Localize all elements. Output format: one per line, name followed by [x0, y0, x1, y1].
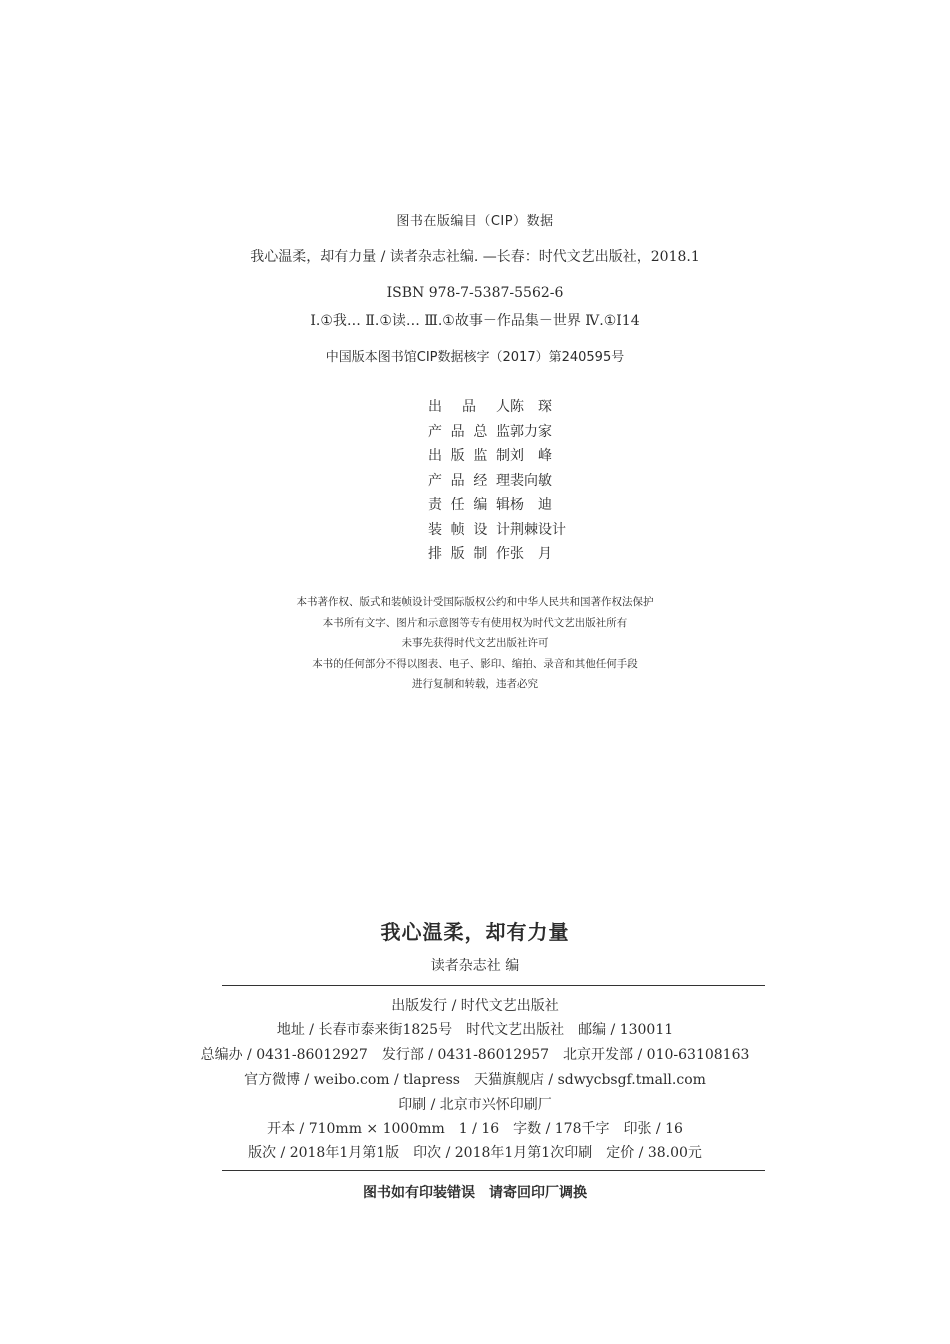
notice-line: 本书著作权、版式和装帧设计受国际版权公约和中华人民共和国著作权法保护 [296, 596, 654, 608]
staff-name: 陈 琛 [510, 399, 552, 416]
staff-row [428, 443, 566, 468]
colophon-online: 官方微博 / weibo.com / tlapress 天猫旗舰店 / sdwycbsgf.tmall.com [244, 1072, 706, 1088]
notice-line: 进行复制和转载，违者必究 [412, 678, 538, 690]
staff-name: 郭力家 [510, 423, 552, 440]
staff-role: 装帧设计 [428, 521, 510, 538]
staff-row [428, 517, 566, 542]
staff-role: 出品人 [428, 399, 510, 416]
staff-role: 出版监制 [428, 448, 510, 465]
colophon-edition: 版次 / 2018年1月第1版 印次 / 2018年1月第1次印刷 定价 / 38.00元 [248, 1145, 702, 1161]
staff-role: 产品总监 [428, 423, 510, 440]
notice-line: 本书所有文字、图片和示意图等专有使用权为时代文艺出版社所有 [322, 616, 628, 629]
notice-line: 本书的任何部分不得以图表、电子、影印、缩拍、录音和其他任何手段 [312, 657, 638, 670]
staff-role: 产品经理 [428, 472, 510, 489]
colophon-address: 地址 / 长春市泰来街1825号 时代文艺出版社 邮编 / 130011 [276, 1022, 674, 1038]
cip-isbn: ISBN 978-7-5387-5562-6 [386, 285, 564, 301]
divider-top [222, 985, 765, 986]
book-title: 我心温柔，却有力量 [380, 920, 570, 944]
colophon-printer: 印刷 / 北京市兴怀印刷厂 [398, 1097, 552, 1113]
staff-name: 裴向敏 [510, 472, 552, 489]
staff-row [428, 468, 566, 493]
staff-role: 责任编辑 [428, 497, 510, 514]
staff-row [428, 541, 566, 566]
book-editor: 读者杂志社 编 [430, 958, 520, 974]
staff-name: 荆棘设计 [510, 521, 566, 538]
copyright-notice [0, 592, 950, 695]
staff-name: 刘 峰 [510, 448, 552, 465]
staff-row [428, 394, 566, 419]
colophon-phones: 总编办 / 0431-86012927 发行部 / 0431-86012957 北京开发部 / 010-63108163 [200, 1047, 750, 1063]
staff-role: 排版制作 [428, 546, 510, 563]
colophon-format: 开本 / 710mm × 1000mm 1 / 16 字数 / 178千字 印张 / 16 [267, 1121, 683, 1137]
staff-name: 杨 迪 [510, 497, 552, 514]
staff-name: 张 月 [510, 546, 552, 563]
staff-credits [428, 394, 566, 566]
staff-row [428, 492, 566, 517]
divider-bottom [222, 1170, 765, 1171]
cip-heading: 图书在版编目（CIP）数据 [396, 214, 554, 229]
print-error-note: 图书如有印装错误 请寄回印厂调换 [363, 1185, 587, 1201]
colophon-publisher: 出版发行 / 时代文艺出版社 [391, 998, 559, 1014]
cip-classification: Ⅰ.①我… Ⅱ.①读… Ⅲ.①故事－作品集－世界 Ⅳ.①I14 [310, 313, 640, 329]
cip-title-line: 我心温柔，却有力量 / 读者杂志社编. —长春：时代文艺出版社，2018.1 [250, 249, 700, 265]
cip-verification: 中国版本图书馆CIP数据核字（2017）第240595号 [325, 350, 625, 365]
staff-row [428, 419, 566, 444]
notice-line: 未事先获得时代文艺出版社许可 [401, 637, 549, 649]
